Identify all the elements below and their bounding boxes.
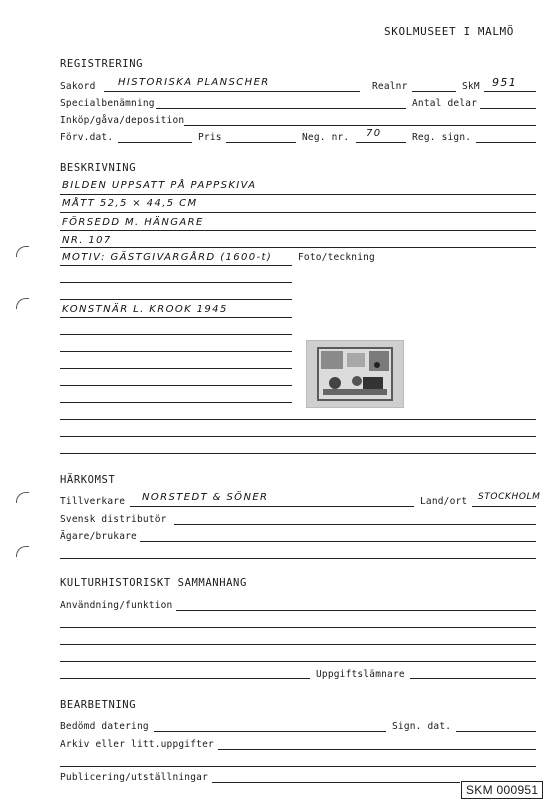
beskrivning-rule [60, 351, 292, 352]
beskrivning-rule [60, 436, 536, 437]
beskrivning-line-1[interactable]: BILDEN UPPSATT PÅ PAPPSKIVA [62, 180, 257, 191]
beskrivning-rule [60, 299, 292, 300]
realnr-line [412, 91, 456, 92]
harkomst-rule [60, 558, 536, 559]
skm-line [484, 91, 536, 92]
uppgift-label: Uppgiftslämnare [316, 669, 405, 680]
datering-label: Bedömd datering [60, 721, 149, 732]
poster-image [307, 341, 403, 407]
section-harkomst-title: HÄRKOMST [60, 474, 116, 486]
beskrivning-rule [60, 212, 536, 213]
beskrivning-line-4[interactable]: NR. 107 [62, 235, 112, 246]
landort-value[interactable]: STOCKHOLM [478, 492, 541, 502]
pris-line [226, 142, 296, 143]
sakord-value[interactable]: HISTORISKA PLANSCHER [118, 77, 270, 88]
negnr-label: Neg. nr. [302, 132, 350, 143]
negnr-line [356, 142, 406, 143]
punch-hole [16, 298, 29, 309]
arkiv-label: Arkiv eller litt.uppgifter [60, 739, 214, 750]
section-bearbetning-title: BEARBETNING [60, 699, 137, 711]
agare-label: Ägare/brukare [60, 531, 137, 542]
anvandning-line [176, 610, 536, 611]
museum-name: SKOLMUSEET I MALMÖ [384, 25, 515, 38]
agare-line [140, 541, 536, 542]
special-label: Specialbenämning [60, 98, 155, 109]
uppgift-line [410, 678, 536, 679]
distributor-label: Svensk distributör [60, 514, 167, 525]
beskrivning-rule [60, 402, 292, 403]
special-line [156, 108, 406, 109]
skm-label: SkM [462, 81, 480, 92]
punch-hole [16, 492, 29, 503]
beskrivning-rule [60, 334, 292, 335]
punch-hole [16, 246, 29, 257]
beskrivning-rule [60, 385, 292, 386]
beskrivning-rule [60, 419, 536, 420]
kultur-rule [60, 627, 536, 628]
negnr-value[interactable]: 70 [366, 128, 382, 139]
skm-value[interactable]: 951 [492, 76, 518, 89]
antal-label: Antal delar [412, 98, 478, 109]
inkop-line [184, 125, 536, 126]
sakord-label: Sakord [60, 81, 96, 92]
beskrivning-rule [60, 282, 292, 283]
konstnar-value[interactable]: KONSTNÄR L. KROOK 1945 [62, 304, 228, 315]
antal-line [480, 108, 536, 109]
tillverkare-value[interactable]: NORSTEDT & SÖNER [142, 492, 269, 503]
signdat-line [456, 731, 536, 732]
section-kultur-title: KULTURHISTORISKT SAMMANHANG [60, 577, 247, 589]
catalog-number-stamp: SKM 000951 [461, 781, 543, 799]
forv-line [118, 142, 192, 143]
bearbetning-rule [60, 766, 536, 767]
inkop-label: Inköp/gåva/deposition [60, 115, 185, 126]
realnr-label: Realnr [372, 81, 408, 92]
tillverkare-label: Tillverkare [60, 496, 126, 507]
landort-label: Land/ort [420, 496, 468, 507]
kultur-rule [60, 661, 536, 662]
kultur-rule [60, 678, 310, 679]
kultur-rule [60, 644, 536, 645]
beskrivning-rule [60, 453, 536, 454]
punch-hole [16, 546, 29, 557]
signdat-label: Sign. dat. [392, 721, 452, 732]
foto-label: Foto/teckning [298, 252, 375, 263]
regsign-label: Reg. sign. [412, 132, 472, 143]
forv-label: Förv.dat. [60, 132, 114, 143]
photo-thumbnail [306, 340, 404, 408]
publicering-label: Publicering/utställningar [60, 772, 208, 783]
sakord-line [104, 91, 360, 92]
beskrivning-line-2[interactable]: MÅTT 52,5 × 44,5 CM [62, 198, 198, 209]
beskrivning-line-3[interactable]: FÖRSEDD M. HÄNGARE [62, 217, 204, 228]
distributor-line [174, 524, 536, 525]
section-beskrivning-title: BESKRIVNING [60, 162, 137, 174]
beskrivning-line-5[interactable]: MOTIV: GÄSTGIVARGÅRD (1600-t) [62, 252, 273, 263]
pris-label: Pris [198, 132, 222, 143]
publicering-line [212, 782, 460, 783]
beskrivning-rule [60, 317, 292, 318]
arkiv-line [218, 749, 536, 750]
tillverkare-line [130, 506, 414, 507]
landort-line [472, 506, 536, 507]
beskrivning-rule [60, 247, 536, 248]
beskrivning-rule [60, 194, 536, 195]
section-registrering-title: REGISTRERING [60, 58, 144, 70]
datering-line [154, 731, 386, 732]
anvandning-label: Användning/funktion [60, 600, 173, 611]
regsign-line [476, 142, 536, 143]
beskrivning-rule [60, 368, 292, 369]
beskrivning-rule [60, 265, 292, 266]
beskrivning-rule [60, 230, 536, 231]
